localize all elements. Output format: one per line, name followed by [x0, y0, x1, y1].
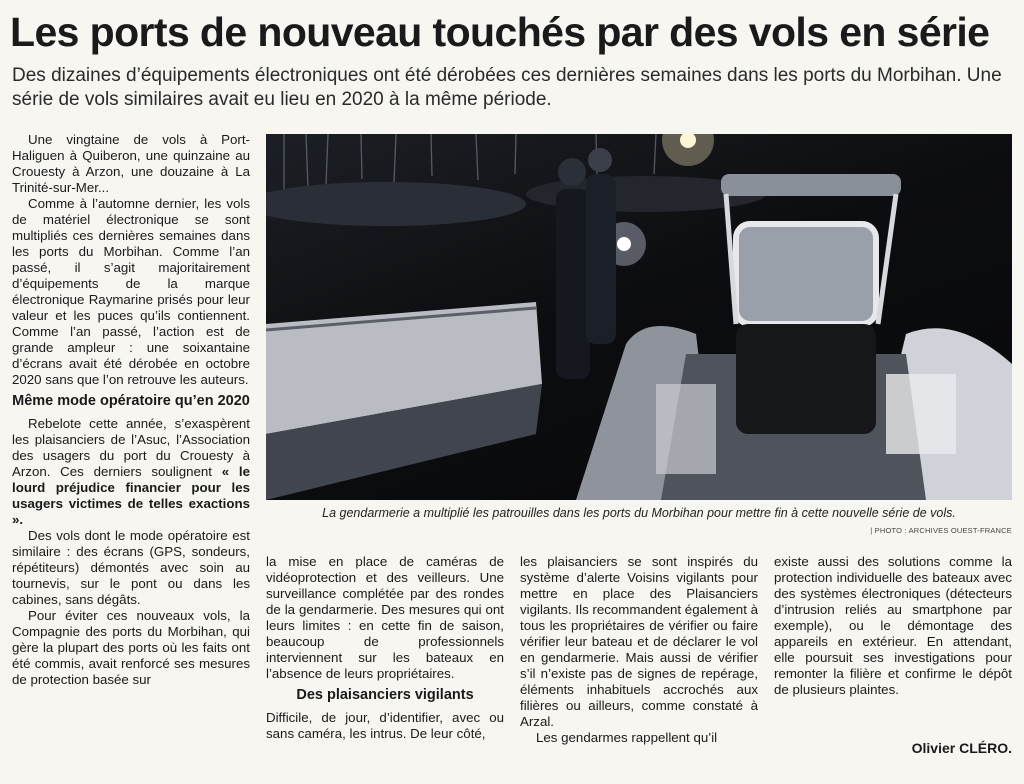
headline: Les ports de nouveau touchés par des vols en série	[10, 9, 990, 55]
col1-paragraph-2: Comme à l’automne dernier, les vols de matériel électronique se sont multipliés ces dernières semaines dans les ports du Morbihan. Comme l’an passé, il s’agit majoritairement d’équipements de la marque électronique Raymarine prisés pour leur valeur et les puces qu’ils contiennent. Comme l’an passé, l’action est de grande ampleur : une soixantaine d’écrans avait été dérobée en octobre 2020 sans que l’on retrouve les auteurs.	[12, 196, 250, 387]
col4-paragraph-1: existe aussi des solutions comme la protection individuelle des bateaux avec des systèmes électroniques (détecteurs d’intrusion reliés au smartphone par exemple), ou le démontage des appareils en extérieur. En attendant, elle poursuit ses investigations pour remonter la filière et confirme le dépôt de plusieurs plaintes.	[774, 554, 1012, 697]
article-photo	[266, 134, 1012, 500]
col3-paragraph-2: Les gendarmes rappellent qu’il	[536, 730, 718, 745]
col1-paragraph-5: Pour éviter ces nouveaux vols, la Compagnie des ports du Morbihan, qui gère la plupart des ports où les faits ont été commis, avait renforcé ses mesures de protection basée sur	[12, 608, 250, 687]
subhead-mode-operatoire: Même mode opératoire qu’en 2020	[12, 393, 250, 409]
photo-night-harbour-illustration	[266, 134, 1012, 500]
col1-paragraph-1: Une vingtaine de vols à Port-Haliguen à Quiberon, une quinzaine au Crouesty à Arzon, une douzaine à La Trinité-sur-Mer...	[12, 132, 250, 195]
col2-paragraph-2: Difficile, de jour, d’identifier, avec ou sans caméra, les intrus. De leur côté,	[266, 710, 504, 741]
column-2	[266, 554, 504, 742]
column-1	[12, 132, 250, 688]
column-3	[520, 554, 758, 746]
subhead-plaisanciers-vigilants: Des plaisanciers vigilants	[296, 687, 474, 703]
standfirst: Des dizaines d’équipements électroniques ont été dérobées ces dernières semaines dans les ports du Morbihan. Une série de vols similaires avait eu lieu en 2020 à la même période.	[12, 65, 1002, 110]
author-signature: Olivier CLÉRO.	[911, 740, 1012, 756]
col1-paragraph-3	[12, 416, 250, 528]
col2-paragraph-1: la mise en place de caméras de vidéoprotection et des veilleurs. Une surveillance complétée par des rondes de la gendarmerie. Des mesures qui ont leurs limites : en cette fin de saison, beaucoup de professionnels interviennent sur les bateaux en l’absence de leurs propriétaires.	[266, 554, 504, 681]
photo-credit: | PHOTO : ARCHIVES OUEST-FRANCE	[870, 526, 1012, 535]
quote-prejudice: « le lourd préjudice financier pour les usagers victimes de telles exactions ».	[12, 464, 251, 527]
col1-paragraph-4: Des vols dont le mode opératoire est similaire : des écrans (GPS, sondeurs, répétiteurs) démontés avec soin au tournevis, sur le pont ou dans les cabines, sans dégâts.	[12, 528, 250, 607]
col1-paragraph-3-text: Rebelote cette année, s’exaspèrent les plaisanciers de l’Asuc, l’Association des usagers du port du Crouesty à Arzon. Ces derniers soulignent	[12, 416, 250, 479]
col3-paragraph-1: les plaisanciers se sont inspirés du système d’alerte Voisins vigilants pour mettre en place des Plaisanciers vigilants. Ils recommandent également à tous les propriétaires de vérifier ou faire vérifier leur bateau et de déclarer le vol en gendarmerie. Mais aussi de vérifier s’il n’existe pas de signes de repérage, éléments inhabituels accrochés aux filières ou ailleurs, comme constaté à Arzal.	[520, 554, 758, 729]
column-4	[774, 554, 1012, 698]
photo-caption: La gendarmerie a multiplié les patrouilles dans les ports du Morbihan pour mettre fin à cette nouvelle série de vols.	[322, 506, 956, 520]
